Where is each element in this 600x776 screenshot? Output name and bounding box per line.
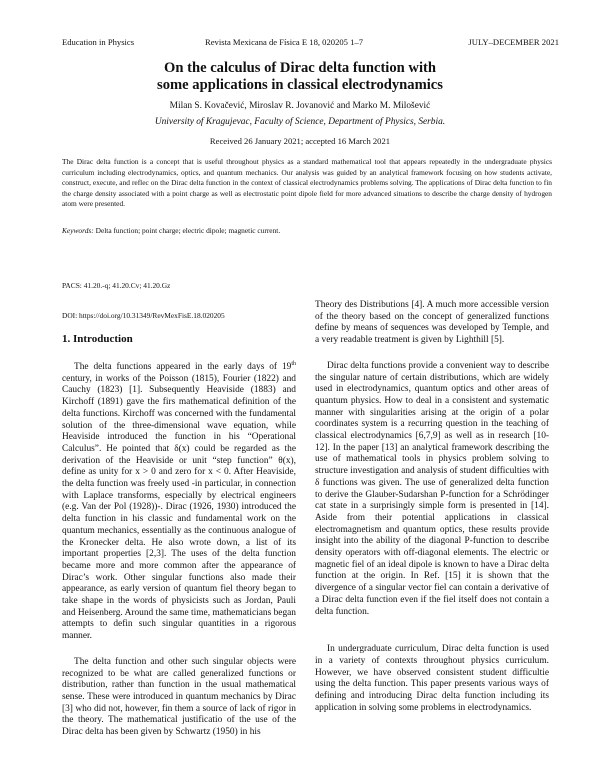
doi-link[interactable]: DOI: https://doi.org/10.31349/RevMexFisE.18.020205 xyxy=(62,311,225,320)
intro-paragraph-3: Theory des Distributions [4]. A much more accessible version of the theory based on the concept of generalized functions define by means of sequences was developed by Temple, and a very readable treatment is given by Lighthill [5]. xyxy=(315,300,549,346)
received-dates: Received 26 January 2021; accepted 16 March 2021 xyxy=(209,136,391,146)
intro-paragraph-2: The delta function and other such singular objects were recognized to be what are called generalized functions or distribution, rather than function in the usual mathematical sense. These were introduced in quantum mechanics by Dirac [3] who did not, however, fin them a source of lack of rigor in the theory. The mathematical justificatio of the use of the Dirac delta has been given by Schwartz (1950) in his xyxy=(62,656,296,738)
superscript-th: th xyxy=(291,360,296,367)
keywords xyxy=(62,226,280,235)
pacs-codes: PACS: 41.20.-q; 41.20.Cv; 41.20.Gz xyxy=(62,281,171,290)
intro-paragraph-1-start: The delta functions appeared in the early days of 19 xyxy=(74,362,292,372)
intro-paragraph-5: In undergraduate curriculum, Dirac delta function is used in a variety of contexts throughout physics curriculum. However, we have observed consistent student difficultie using the delta function. This paper presents various ways of defining and introducing Dirac delta function including its application in solving some problems in electrodynamics. xyxy=(315,644,549,713)
paper-title xyxy=(0,60,600,94)
journal-citation: Revista Mexicana de Física E 18, 020205 1–7 xyxy=(205,37,363,47)
keywords-label: Keywords: xyxy=(62,226,94,235)
issue-date: JULY–DECEMBER 2021 xyxy=(468,37,559,47)
journal-section-label: Education in Physics xyxy=(62,37,135,47)
paper-title-line-1: On the calculus of Dirac delta function with xyxy=(163,60,436,76)
left-column xyxy=(62,362,296,739)
section-heading-introduction: 1. Introduction xyxy=(62,333,133,345)
right-column xyxy=(315,300,549,715)
author-list: Milan S. Kovačević, Miroslav R. Jovanović and Marko M. Milošević xyxy=(169,101,431,111)
abstract: The Dirac delta function is a concept that is useful throughout physics as a standard mathematical tool that appears repeatedly in the undergraduate physics curriculum including electrodynamics, optics, and quantum mechanics. Our analysis was guided by an analytical framework focusing on how students activate, construct, execute, and reflec on the Dirac delta function in the context of classical electrodynamics problems solving. The applications of Dirac delta function to fin the charge density associated with a point charge as well as electrostatic point dipole field for more advanced situations to describe the charge density of hydrogen atom were presented. xyxy=(62,157,552,209)
intro-paragraph-4: Dirac delta functions provide a convenient way to describe the singular nature of certain distributions, which are widely used in electrodynamics, quantum optics and other areas of quantum physics. How to deal in a consistent and systematic manner with singularities arising at the origin of a polar coordinates system is a recurring question in the teaching of classical electrodynamics [6,7,9] as well as in research [10-12]. In the paper [13] an analytical framework describing the use of mathematical tools in physics problem solving to structure investigation and analysis of student difficulties with δ functions was given. The use of generalized delta function to derive the Glauber-Sudarshan P-function for a Schrödinger cat state in a surprisingly simple form is presented in [14]. Aside from their potential applications in classical electromagnetism and quantum optics, these results provide insight into the ability of the diagonal P-function to describe density operators with off-diagonal elements. The electric or magnetic fiel of an ideal dipole is known to have a Dirac delta function at the origin. In Ref. [15] it is shown that the divergence of a singular vector fiel can contain a derivative of a Dirac delta function even if the fiel itself does not contain a delta function. xyxy=(315,360,549,617)
intro-paragraph-1 xyxy=(62,362,296,643)
affiliation: University of Kragujevac, Faculty of Science, Department of Physics, Serbia. xyxy=(154,117,446,127)
keywords-text: Delta function; point charge; electric dipole; magnetic current. xyxy=(95,226,281,235)
paper-title-line-2: some applications in classical electrodynamics xyxy=(157,77,443,93)
intro-paragraph-1-rest: century, in works of the Poisson (1815), Fourier (1822) and Cauchy (1823) [1]. Subsequently Heaviside (1883) and Kirchoff (1891) gave the firs mathematical definition of the delta functions. Kirchoff was concerned with the fundamental solution of the three-dimensional wave equation, while Heaviside introduced the function in his “Operational Calculus”. He pointed that δ(x) could be regarded as the derivation of the Heaviside or unit “step function” θ(x), define as unity for x > 0 and zero for x < 0. After Heaviside, the delta function was freely used -in particular, in connection with Laplace transforms, especially by electrical engineers (e.g. Van der Pol (1928))-. Dirac (1926, 1930) introduced the delta function in his classic and fundamental work on the quantum mechanics, essentially as the continuous analogue of the Kronecker delta. He also wrote down, a list of its important properties [2,3]. The uses of the delta function became more and more common after the appearance of Dirac’s work. Other singular functions also made their appearance, as early version of quantum fiel theory began to take shape in the words of physicists such as Jordan, Pauli and Heisenberg. Around the same time, mathematicians began attempts to defin such singular quantities in a rigorous manner. xyxy=(62,373,296,642)
